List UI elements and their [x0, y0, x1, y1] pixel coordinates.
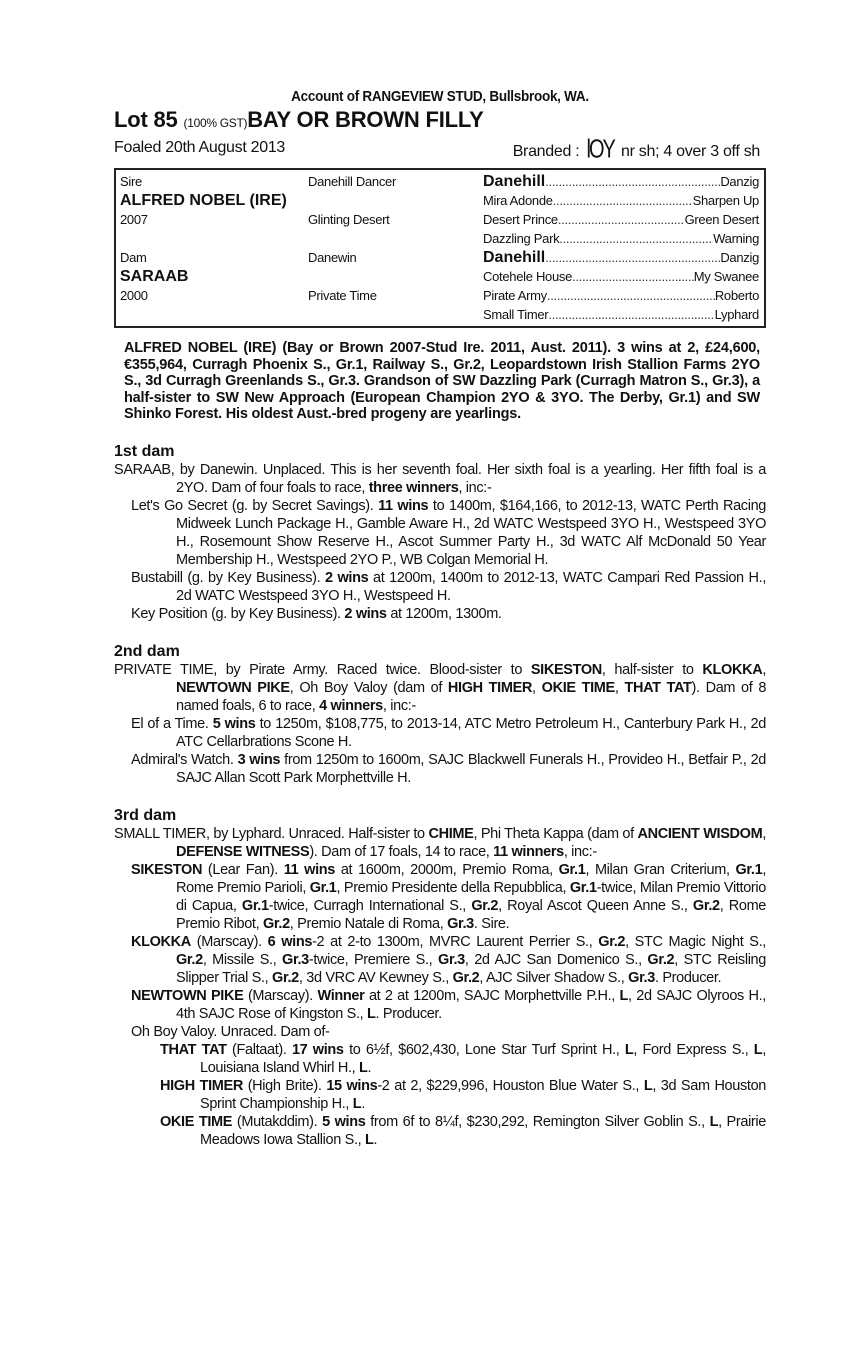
bold-text: Gr.3 — [447, 915, 474, 932]
text-run: , Missile S., — [202, 951, 283, 968]
bold-text: L — [624, 1041, 634, 1058]
bold-text: L — [619, 987, 629, 1004]
bold-text: KLOKKA — [131, 933, 191, 950]
text-run: Oh Boy Valoy. Unraced. Dam of- — [131, 1023, 330, 1040]
bold-text: 17 wins — [291, 1041, 344, 1058]
pedigree-ancestor-line — [483, 230, 759, 248]
bold-text: THAT TAT — [160, 1041, 227, 1058]
ancestor-sire: Danzig — [720, 250, 759, 265]
produce-record — [114, 461, 766, 497]
leader-dots — [572, 268, 694, 286]
brand-info — [512, 135, 760, 165]
pedigree-ancestor-line — [483, 192, 759, 210]
sire-summary: ALFRED NOBEL (IRE) (Bay or Brown 2007-Stud Ire. 2011, Aust. 2011). 3 wins at 2, £24,600, €355,964, Curragh Phoenix S., Gr.1, Railway S., Gr.2, Leopardstown Irish Stallion Farms 2YO S., 3d Curragh Greenlands S., Gr.3. Grandson of SW Dazzling Park (Curragh Matron S., Gr.3), a half-sister to SW New Approach (European Champion 2YO & 3YO. The Derby, Gr.1) and SW Shinko Forest. His oldest Aust.-bred progeny are yearlings. — [124, 340, 760, 422]
text-run: , Prairie Meadows Iowa Stallion S., — [200, 1113, 767, 1148]
text-run: , 3d Sam Houston Sprint Championship H., — [200, 1077, 766, 1112]
dam-sections — [114, 443, 766, 1149]
bold-text: Gr.2 — [471, 897, 499, 914]
pedigree-cell: 2007 — [120, 212, 148, 227]
bold-text: L — [365, 1131, 374, 1148]
bold-text: Gr.1 — [241, 897, 269, 914]
ancestor-sire: My Swanee — [693, 269, 759, 284]
lot-number: Lot 85 — [114, 107, 178, 132]
text-run: , Rome Premio Parioli, — [176, 861, 766, 896]
text-run: . — [361, 1095, 365, 1112]
bold-text: L — [753, 1041, 763, 1058]
text-run: at 2 at 1200m, SAJC Morphettville P.H., — [364, 987, 620, 1004]
bold-text: THAT TAT — [624, 679, 692, 696]
lot-title — [114, 107, 766, 133]
gst-note: (100% GST) — [183, 116, 248, 130]
text-run: ). Dam of 8 named foals, 6 to race, — [176, 679, 767, 714]
produce-record — [114, 751, 766, 787]
bold-text: Gr.2 — [692, 897, 720, 914]
text-run: , — [762, 661, 767, 678]
leader-dots — [547, 287, 715, 305]
leader-dots — [553, 192, 693, 210]
ancestor-name: Mira Adonde — [483, 193, 553, 208]
text-run: -twice, Premiere S., — [308, 951, 439, 968]
bold-text: 15 wins — [326, 1077, 378, 1094]
section-heading: 2nd dam — [114, 642, 180, 660]
branded-label: Branded : — [512, 143, 580, 160]
bold-text: Gr.2 — [452, 969, 480, 986]
leader-dots — [545, 173, 720, 191]
bold-text: Gr.1 — [309, 879, 337, 896]
pedigree-cell: Dam — [120, 250, 147, 265]
text-run: SMALL TIMER, by Lyphard. Unraced. Half-sister to — [114, 825, 429, 842]
produce-record — [114, 1041, 766, 1077]
bold-text: Gr.3 — [438, 951, 465, 968]
pedigree-ancestor-line — [483, 249, 759, 267]
bold-text: 3 wins — [237, 751, 281, 768]
pedigree-cell: Sire — [120, 174, 142, 189]
vendor-account: Account of RANGEVIEW STUD, Bullsbrook, WA. — [291, 88, 589, 105]
text-run: , AJC Silver Shadow S., — [479, 969, 629, 986]
text-run: from 6f to 8¼f, $230,292, Remington Silver Goblin S., — [365, 1113, 710, 1130]
ancestor-name: Cotehele House — [483, 269, 573, 284]
ancestor-name: Desert Prince — [483, 212, 558, 227]
bold-text: ANCIENT WISDOM — [637, 825, 763, 842]
pedigree-table — [114, 168, 766, 328]
pedigree-cell: Glinting Desert — [308, 212, 390, 227]
text-run: , — [614, 679, 625, 696]
bold-text: L — [367, 1005, 376, 1022]
text-run: (Lear Fan). — [202, 861, 284, 878]
bold-text: Gr.1 — [569, 879, 597, 896]
text-run: , Oh Boy Valoy (dam of — [289, 679, 448, 696]
text-run: (Marscay). — [243, 987, 318, 1004]
text-run: , 2d SAJC Olyroos H., 4th SAJC Rose of Kingston S., — [176, 987, 766, 1022]
catalogue-page — [114, 88, 766, 1149]
text-run: (Mutakddim). — [232, 1113, 323, 1130]
produce-record — [114, 861, 766, 933]
foaled-line — [114, 135, 766, 165]
bold-text: DEFENSE WITNESS — [176, 843, 310, 860]
text-run: Key Position (g. by Key Business). — [131, 605, 345, 622]
bold-text: Gr.1 — [558, 861, 586, 878]
bold-text: NEWTOWN PIKE — [131, 987, 244, 1004]
bold-text: L — [359, 1059, 368, 1076]
text-run: , Rome Premio Ribot, — [176, 897, 767, 932]
bold-text: CHIME — [428, 825, 474, 842]
text-run: (Marscay). — [190, 933, 268, 950]
text-run: , Louisiana Island Whirl H., — [200, 1041, 766, 1076]
ancestor-name: Danehill — [483, 173, 546, 190]
text-run: , inc:- — [458, 479, 492, 496]
produce-record — [114, 605, 766, 623]
text-run: , Premio Presidente della Repubblica, — [336, 879, 570, 896]
produce-record — [114, 497, 766, 569]
bold-text: L — [352, 1095, 362, 1112]
bold-text: Winner — [317, 987, 365, 1004]
section-heading: 3rd dam — [114, 806, 177, 824]
text-run: , — [762, 825, 766, 842]
text-run: SARAAB, by Danewin. Unplaced. This is her seventh foal. Her sixth foal is a yearling. Her fifth foal is a 2YO. Dam of four foals to race, — [114, 461, 766, 496]
produce-record — [114, 661, 766, 715]
text-run: -2 at 2-to 1300m, MVRC Laurent Perrier S., — [312, 933, 599, 950]
bold-text: 5 wins — [212, 715, 256, 732]
pedigree-ancestor-line — [483, 306, 759, 324]
text-run: -twice, Milan Premio Vittorio di Capua, — [176, 879, 766, 914]
text-run: to 1400m, $164,166, to 2012-13, WATC Perth Racing Midweek Lunch Package H., Gamble Aware H., 2d WATC Westspeed 3YO H., Westspeed 3YO H., Rosemount Show Reserve H., Ascot Summer Party H., 3d WATC Alf McDonald 50 Year Membership H., Westspeed 2YO P., WB Colgan Memorial H. — [176, 497, 766, 568]
bold-text: 4 winners — [319, 697, 383, 714]
bold-text: OKIE TIME — [160, 1113, 233, 1130]
produce-record — [114, 825, 766, 861]
text-run: , Royal Ascot Queen Anne S., — [498, 897, 693, 914]
bold-text: Gr.2 — [647, 951, 675, 968]
text-run: at 1600m, 2000m, Premio Roma, — [335, 861, 559, 878]
text-run: at 1200m, 1300m. — [386, 605, 502, 622]
text-run: Let's Go Secret (g. by Secret Savings). — [131, 497, 379, 514]
text-run: , 3d VRC AV Kewney S., — [298, 969, 453, 986]
foaled-date: Foaled 20th August 2013 — [114, 139, 286, 156]
branded-detail: nr sh; 4 over 3 off sh — [621, 143, 760, 160]
bold-text: three winners — [368, 479, 459, 496]
bold-text: Gr.2 — [176, 951, 203, 968]
text-run: , half-sister to — [601, 661, 703, 678]
text-run: to 6½f, $602,430, Lone Star Turf Sprint H., — [343, 1041, 625, 1058]
bold-text: 11 wins — [283, 861, 335, 878]
ancestor-sire: Lyphard — [714, 307, 759, 322]
section-heading: 1st dam — [114, 442, 175, 460]
leader-dots — [545, 249, 720, 267]
text-run: from 1250m to 1600m, SAJC Blackwell Funerals H., Provideo H., Betfair P., 2d SAJC Allan Scott Park Morphettville H. — [176, 751, 766, 786]
text-run: . Sire. — [473, 915, 510, 932]
ancestor-sire: Danzig — [720, 174, 759, 189]
text-run: . — [373, 1131, 378, 1148]
produce-record — [114, 1023, 766, 1041]
bold-text: Gr.3 — [628, 969, 655, 986]
bold-text: Gr.3 — [282, 951, 309, 968]
text-run: , STC Magic Night S., — [625, 933, 766, 950]
text-run: , 2d AJC San Domenico S., — [464, 951, 648, 968]
text-run: , inc:- — [563, 843, 597, 860]
pedigree-ancestor-line — [483, 173, 759, 191]
lot-description: BAY OR BROWN FILLY — [247, 107, 484, 132]
text-run: -2 at 2, $229,996, Houston Blue Water S., — [377, 1077, 644, 1094]
ancestor-sire: Roberto — [714, 288, 759, 303]
ancestor-sire: Green Desert — [684, 212, 759, 227]
bold-text: HIGH TIMER — [447, 679, 533, 696]
bold-text: OKIE TIME — [541, 679, 615, 696]
text-run: . Producer. — [654, 969, 722, 986]
ancestor-sire: Warning — [713, 231, 759, 246]
bold-text: SIKESTON — [131, 861, 203, 878]
pedigree-cell: SARAAB — [120, 268, 189, 285]
produce-record — [114, 933, 766, 987]
text-run: , STC Reisling Slipper Trial S., — [176, 951, 766, 986]
ancestor-name: Small Timer — [483, 307, 549, 322]
pedigree-ancestor-line — [483, 287, 759, 305]
text-run: , inc:- — [382, 697, 416, 714]
bold-text: Gr.2 — [272, 969, 299, 986]
text-run: (High Brite). — [242, 1077, 327, 1094]
leader-dots — [559, 230, 713, 248]
bold-text: SIKESTON — [530, 661, 602, 678]
pedigree-cell: Danehill Dancer — [308, 174, 396, 189]
bold-text: 2 wins — [344, 605, 387, 622]
produce-record — [114, 987, 766, 1023]
text-run: , Milan Gran Criterium, — [585, 861, 736, 878]
text-run: , Phi Theta Kappa (dam of — [473, 825, 638, 842]
bold-text: HIGH TIMER — [160, 1077, 243, 1094]
produce-record — [114, 569, 766, 605]
bold-text: 11 wins — [378, 497, 429, 514]
pedigree-ancestor-line — [483, 211, 759, 229]
bold-text: 11 winners — [493, 843, 564, 860]
pedigree-cell: ALFRED NOBEL (IRE) — [120, 192, 287, 209]
bold-text: NEWTOWN PIKE — [176, 679, 290, 696]
text-run: at 1200m, 1400m to 2012-13, WATC Campari Red Passion H., 2d WATC Westspeed 3YO H., Westspeed H. — [176, 569, 766, 604]
bold-text: Gr.2 — [262, 915, 290, 932]
text-run: ). Dam of 17 foals, 14 to race, — [309, 843, 494, 860]
text-run: to 1250m, $108,775, to 2013-14, ATC Metro Petroleum H., Canterbury Park H., 2d ATC Cellarbrations Scone H. — [176, 715, 766, 750]
text-run: . Producer. — [375, 1005, 442, 1022]
text-run: . — [367, 1059, 372, 1076]
text-run: -twice, Curragh International S., — [268, 897, 472, 914]
text-run: (Faltaat). — [226, 1041, 292, 1058]
text-run: PRIVATE TIME, by Pirate Army. Raced twice. Blood-sister to — [114, 661, 531, 678]
produce-record — [114, 1113, 766, 1149]
bold-text: 6 wins — [267, 933, 313, 950]
pedigree-ancestor-line — [483, 268, 759, 286]
ancestor-name: Dazzling Park — [483, 231, 560, 246]
bold-text: Gr.2 — [598, 933, 626, 950]
text-run: Bustabill (g. by Key Business). — [131, 569, 325, 586]
bold-text: Gr.1 — [735, 861, 763, 878]
leader-dots — [558, 211, 685, 229]
pedigree-cell: Private Time — [308, 288, 377, 303]
text-run: El of a Time. — [131, 715, 213, 732]
text-run: , Ford Express S., — [633, 1041, 754, 1058]
ancestor-name: Pirate Army — [483, 288, 547, 303]
leader-dots — [548, 306, 714, 324]
ancestor-name: Danehill — [483, 249, 546, 266]
bold-text: 2 wins — [325, 569, 369, 586]
bold-text: L — [643, 1077, 653, 1094]
produce-record — [114, 715, 766, 751]
text-run: , — [532, 679, 542, 696]
ancestor-sire: Sharpen Up — [692, 193, 759, 208]
brand-mark: lOY — [586, 135, 614, 165]
text-run: , Premio Natale di Roma, — [289, 915, 448, 932]
bold-text: KLOKKA — [702, 661, 763, 678]
produce-record — [114, 1077, 766, 1113]
text-run: Admiral's Watch. — [131, 751, 238, 768]
bold-text: 5 wins — [322, 1113, 366, 1130]
bold-text: L — [709, 1113, 719, 1130]
pedigree-cell: 2000 — [120, 288, 148, 303]
pedigree-cell: Danewin — [308, 250, 357, 265]
